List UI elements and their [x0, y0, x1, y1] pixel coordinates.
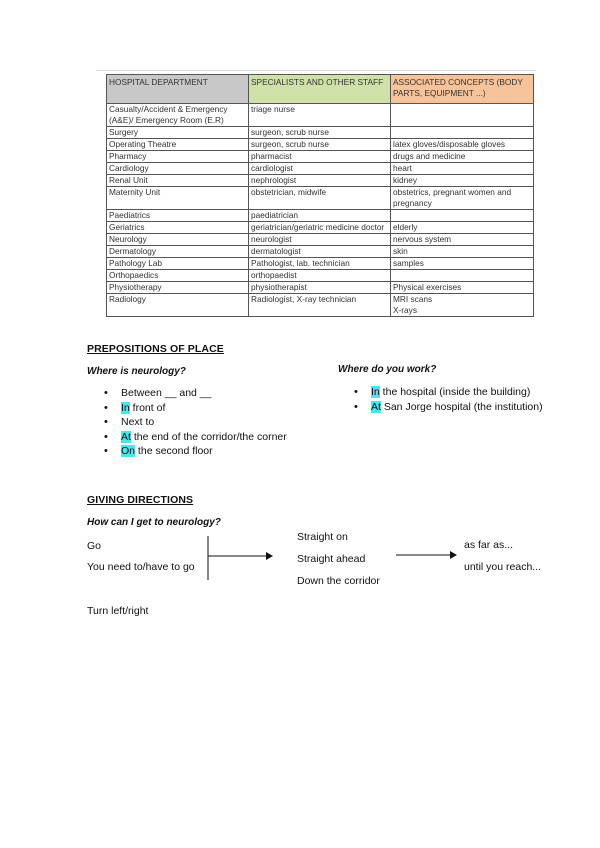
table-row [107, 127, 534, 139]
highlighted-preposition: On [121, 445, 136, 457]
highlighted-preposition: At [121, 430, 131, 443]
table-top-rule [96, 70, 536, 71]
staff-cell: physiotherapist [249, 282, 391, 294]
table-row [107, 187, 534, 210]
directions-straight-ahead: Straight ahead [297, 553, 366, 565]
header-staff: SPECIALISTS AND OTHER STAFF [249, 75, 391, 104]
directions-as-far-as: as far as... [464, 539, 514, 551]
department-cell: Geriatrics [107, 222, 249, 234]
concepts-cell [391, 210, 534, 222]
staff-cell: dermatologist [249, 246, 391, 258]
staff-cell: orthopaedist [249, 270, 391, 282]
staff-cell: Pathologist, lab. technician [249, 258, 391, 270]
location-prepositions-list [104, 386, 287, 459]
table-row [107, 151, 534, 163]
highlighted-preposition: At [371, 400, 381, 413]
department-cell: Pathology Lab [107, 258, 249, 270]
department-cell: Surgery [107, 127, 249, 139]
list-item [104, 444, 287, 459]
list-item-text: San Jorge hospital (the institution) [380, 400, 543, 413]
department-cell: Physiotherapy [107, 282, 249, 294]
staff-cell: pharmacist [249, 151, 391, 163]
table-row [107, 258, 534, 270]
directions-go: Go [87, 540, 102, 552]
table-row [107, 282, 534, 294]
table-row [107, 175, 534, 187]
table-row [107, 294, 534, 317]
department-cell: Pharmacy [107, 151, 249, 163]
department-cell: Radiology [107, 294, 249, 317]
table-row [107, 210, 534, 222]
department-cell: Renal Unit [107, 175, 249, 187]
directions-down-corridor: Down the corridor [297, 575, 380, 587]
department-cell: Operating Theatre [107, 139, 249, 151]
list-item [104, 415, 287, 430]
prepositions-heading: PREPOSITIONS OF PLACE [87, 343, 224, 355]
right-arrow-icon [394, 549, 460, 561]
concepts-cell: skin [391, 246, 534, 258]
hospital-departments-table [106, 74, 534, 317]
staff-cell: geriatrician/geriatric medicine doctor [249, 222, 391, 234]
table-body [107, 104, 534, 317]
list-item [104, 386, 287, 401]
concepts-cell: heart [391, 163, 534, 175]
staff-cell: cardiologist [249, 163, 391, 175]
table-row [107, 234, 534, 246]
concepts-cell: drugs and medicine [391, 151, 534, 163]
concepts-cell [391, 127, 534, 139]
directions-heading: GIVING DIRECTIONS [87, 494, 194, 506]
list-item-text: Between __ and __ [121, 387, 212, 399]
where-do-you-work-question: Where do you work? [338, 364, 437, 375]
staff-cell: Radiologist, X-ray technician [249, 294, 391, 317]
list-item [104, 401, 287, 416]
header-department: HOSPITAL DEPARTMENT [107, 75, 249, 104]
concepts-cell: elderly [391, 222, 534, 234]
staff-cell: paediatrician [249, 210, 391, 222]
concepts-cell: samples [391, 258, 534, 270]
list-item [354, 385, 543, 400]
concepts-cell: obstetrics, pregnant women and pregnancy [391, 187, 534, 210]
concepts-cell: Physical exercises [391, 282, 534, 294]
concepts-cell: latex gloves/disposable gloves [391, 139, 534, 151]
concepts-cell: MRI scans X-rays [391, 294, 534, 317]
table-row [107, 270, 534, 282]
department-cell: Orthopaedics [107, 270, 249, 282]
list-item-text: the end of the corridor/the corner [130, 430, 287, 443]
list-item-text: Next to [121, 416, 155, 428]
concepts-cell [391, 104, 534, 127]
list-item-text: the second floor [135, 445, 213, 457]
department-cell: Paediatrics [107, 210, 249, 222]
how-to-get-question: How can I get to neurology? [87, 517, 221, 528]
list-item-text: the hospital (inside the building) [379, 386, 531, 398]
table-row [107, 104, 534, 127]
table-row [107, 139, 534, 151]
directions-until-reach: until you reach... [464, 561, 542, 573]
list-item [354, 400, 543, 415]
department-cell: Cardiology [107, 163, 249, 175]
table-row [107, 222, 534, 234]
staff-cell: neurologist [249, 234, 391, 246]
table-header-row [107, 75, 534, 104]
list-item [104, 430, 287, 445]
concepts-cell [391, 270, 534, 282]
table-row [107, 246, 534, 258]
staff-cell: nephrologist [249, 175, 391, 187]
staff-cell: obstetrician, midwife [249, 187, 391, 210]
staff-cell: triage nurse [249, 104, 391, 127]
department-cell: Casualty/Accident & Emergency (A&E)/ Emergency Room (E.R) [107, 104, 249, 127]
workplace-prepositions-list [354, 385, 543, 414]
where-is-neurology-question: Where is neurology? [87, 366, 186, 377]
table-row [107, 163, 534, 175]
department-cell: Dermatology [107, 246, 249, 258]
highlighted-preposition: In [371, 386, 380, 398]
list-item-text: front of [129, 401, 166, 414]
staff-cell: surgeon, scrub nurse [249, 139, 391, 151]
concepts-cell: nervous system [391, 234, 534, 246]
directions-need-to-go: You need to/have to go [87, 561, 195, 573]
header-concepts: ASSOCIATED CONCEPTS (BODY PARTS, EQUIPMENT ...) [391, 75, 534, 104]
department-cell: Maternity Unit [107, 187, 249, 210]
department-cell: Neurology [107, 234, 249, 246]
directions-turn: Turn left/right [87, 605, 149, 617]
bracket-arrow-icon [200, 530, 280, 586]
highlighted-preposition: In [121, 401, 130, 414]
concepts-cell: kidney [391, 175, 534, 187]
staff-cell: surgeon, scrub nurse [249, 127, 391, 139]
directions-straight-on: Straight on [297, 531, 348, 543]
